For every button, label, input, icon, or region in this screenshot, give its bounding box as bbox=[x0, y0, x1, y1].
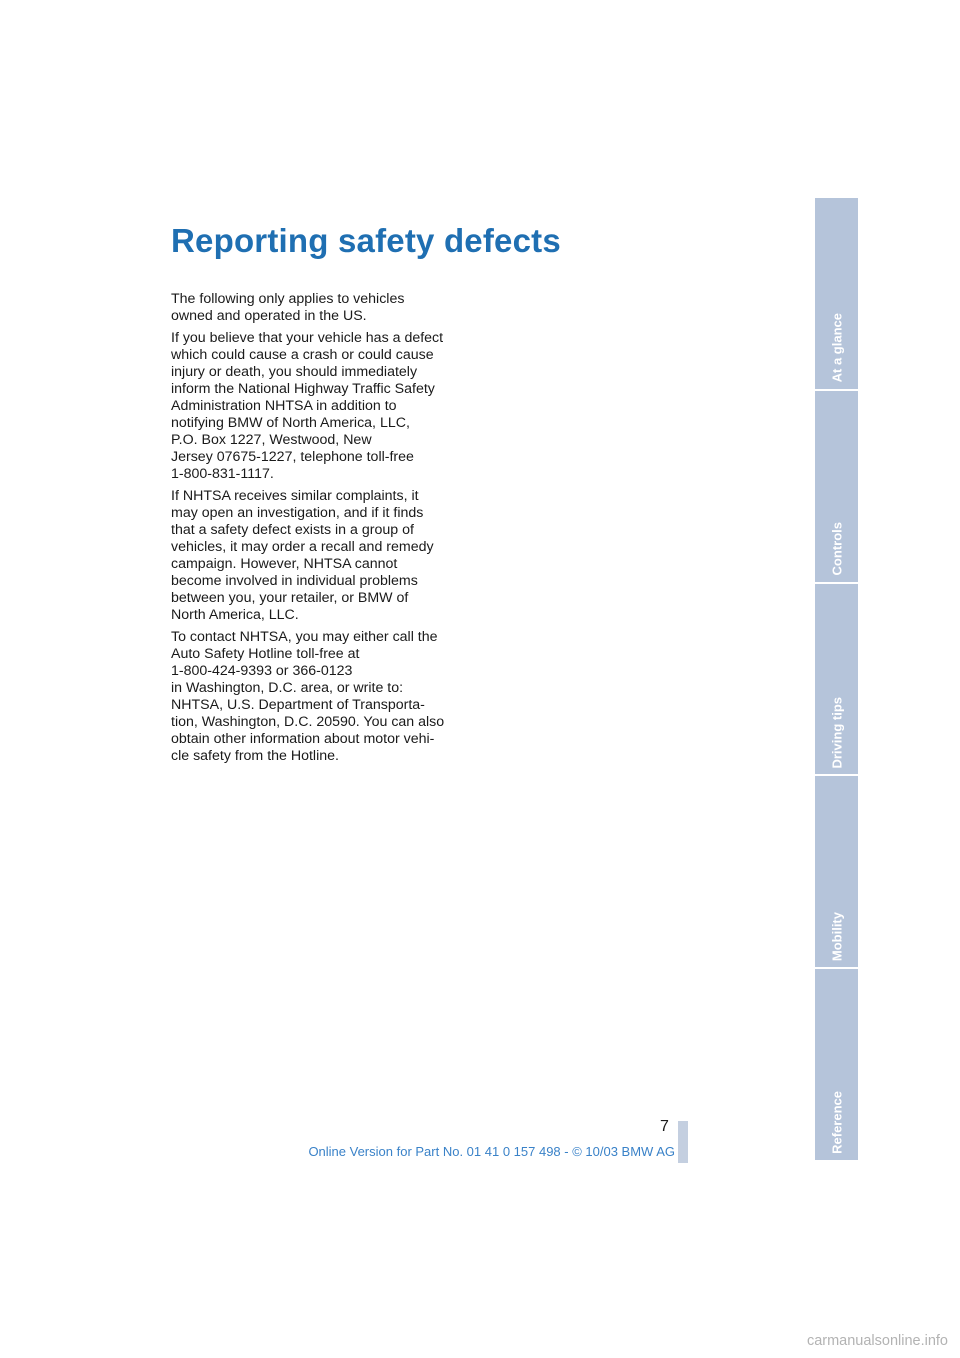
text-line: become involved in individual problems bbox=[171, 573, 418, 589]
text-line: The following only applies to vehicles bbox=[171, 291, 405, 307]
body-text bbox=[171, 291, 471, 770]
text-line: vehicles, it may order a recall and remedy bbox=[171, 539, 434, 555]
text-line: obtain other information about motor vehi- bbox=[171, 731, 435, 747]
tab-driving-tips[interactable] bbox=[815, 584, 858, 777]
tab-label: Controls bbox=[829, 522, 844, 576]
tab-label: At a glance bbox=[829, 313, 844, 383]
paragraph-contact-nhtsa bbox=[171, 629, 471, 765]
text-line: 1-800-831-1117. bbox=[171, 466, 274, 482]
text-line: in Washington, D.C. area, or write to: bbox=[171, 680, 404, 696]
text-line: campaign. However, NHTSA cannot bbox=[171, 556, 398, 572]
section-tabs bbox=[815, 198, 858, 1160]
tab-mobility[interactable] bbox=[815, 776, 858, 969]
text-line: injury or death, you should immediately bbox=[171, 364, 418, 380]
tab-label: Reference bbox=[829, 1091, 844, 1154]
text-line: that a safety defect exists in a group of bbox=[171, 522, 414, 538]
text-line: 1-800-424-9393 or 366-0123 bbox=[171, 663, 353, 679]
tab-label: Mobility bbox=[829, 912, 844, 962]
text-line: notifying BMW of North America, LLC, bbox=[171, 415, 410, 431]
text-line: owned and operated in the US. bbox=[171, 308, 367, 324]
paragraph-reporting-defects bbox=[171, 330, 471, 483]
text-line: may open an investigation, and if it finds bbox=[171, 505, 424, 521]
text-line: If NHTSA receives similar complaints, it bbox=[171, 488, 419, 504]
text-line: between you, your retailer, or BMW of bbox=[171, 590, 409, 606]
page-title: Reporting safety defects bbox=[171, 222, 561, 259]
page-marker-bar bbox=[678, 1121, 688, 1163]
text-line: which could cause a crash or could cause bbox=[171, 347, 434, 363]
page-number: 7 bbox=[660, 1118, 669, 1135]
tab-label: Driving tips bbox=[829, 696, 844, 769]
footer-online-version: Online Version for Part No. 01 41 0 157 498 - © 10/03 BMW AG bbox=[308, 1144, 675, 1159]
tab-controls[interactable] bbox=[815, 391, 858, 584]
tab-reference[interactable] bbox=[815, 969, 858, 1160]
tab-at-a-glance[interactable] bbox=[815, 198, 858, 391]
text-line: Jersey 07675-1227, telephone toll-free bbox=[171, 449, 414, 465]
text-line: inform the National Highway Traffic Safety bbox=[171, 381, 435, 397]
text-line: cle safety from the Hotline. bbox=[171, 748, 339, 764]
text-line: If you believe that your vehicle has a defect bbox=[171, 330, 444, 346]
text-line: P.O. Box 1227, Westwood, New bbox=[171, 432, 372, 448]
watermark: carmanualsonline.info bbox=[806, 1333, 948, 1349]
paragraph-nhtsa-investigation bbox=[171, 488, 471, 624]
text-line: North America, LLC. bbox=[171, 607, 299, 623]
text-line: NHTSA, U.S. Department of Transporta- bbox=[171, 697, 425, 713]
text-line: Auto Safety Hotline toll-free at bbox=[171, 646, 360, 662]
paragraph-us-applicability bbox=[171, 291, 471, 325]
text-line: tion, Washington, D.C. 20590. You can also bbox=[171, 714, 445, 730]
text-line: To contact NHTSA, you may either call the bbox=[171, 629, 438, 645]
text-line: Administration NHTSA in addition to bbox=[171, 398, 397, 414]
